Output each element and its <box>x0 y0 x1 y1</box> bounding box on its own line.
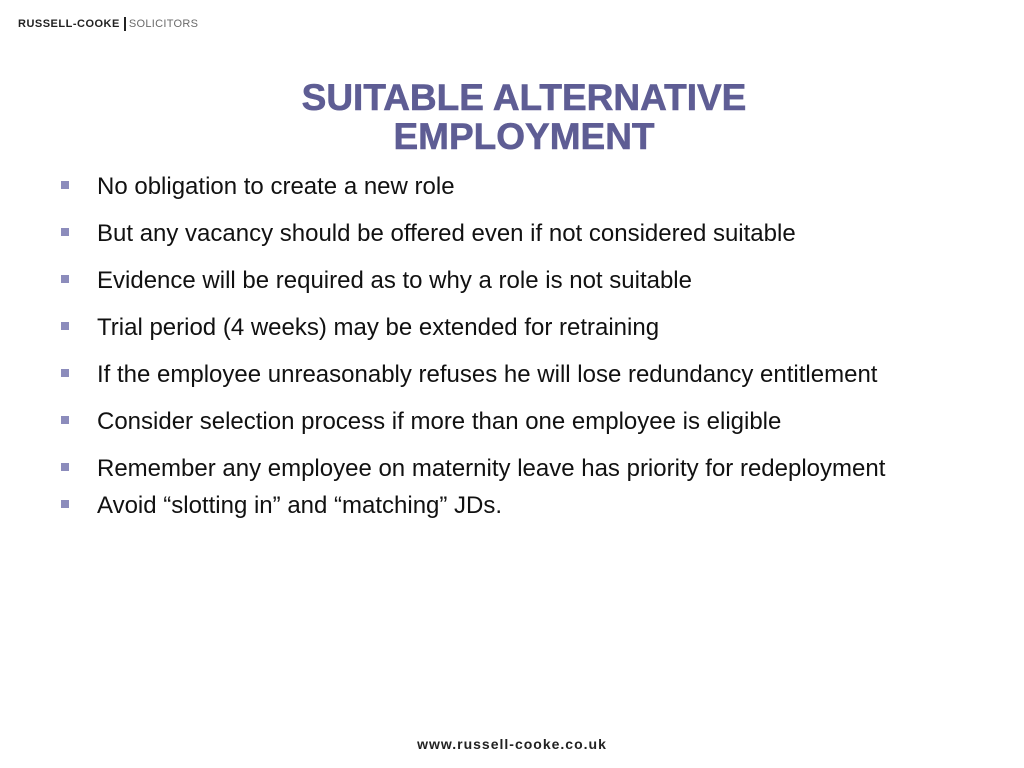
bullet-item <box>60 218 942 249</box>
bullet-item <box>60 490 942 521</box>
square-bullet-icon <box>61 275 69 283</box>
bullet-item <box>60 265 942 296</box>
square-bullet-icon <box>61 416 69 424</box>
square-bullet-icon <box>61 500 69 508</box>
square-bullet-icon <box>61 369 69 377</box>
bullet-text: If the employee unreasonably refuses he will lose redundancy entitlement <box>97 361 878 388</box>
bullet-text: Trial period (4 weeks) may be extended for retraining <box>97 314 660 341</box>
logo-subtitle: SOLICITORS <box>128 18 199 30</box>
bullet-text: Consider selection process if more than one employee is eligible <box>97 408 782 435</box>
square-bullet-icon <box>61 181 69 189</box>
square-bullet-icon <box>61 228 69 236</box>
bullet-item <box>60 171 942 202</box>
square-bullet-icon <box>61 322 69 330</box>
bullet-text: No obligation to create a new role <box>97 173 455 200</box>
bullet-item <box>60 406 942 437</box>
logo-divider <box>124 17 126 31</box>
slide-title <box>140 78 908 156</box>
bullet-text: Evidence will be required as to why a role is not suitable <box>97 267 692 294</box>
firm-logo <box>18 17 198 31</box>
bullet-item <box>60 359 942 390</box>
logo-firm-name: RUSSELL-COOKE <box>18 18 120 30</box>
bullet-list <box>60 171 942 537</box>
bullet-item <box>60 453 942 484</box>
bullet-text: Remember any employee on maternity leave has priority for redeployment <box>97 455 886 482</box>
slide-title-line-2: EMPLOYMENT <box>393 116 655 157</box>
bullet-text: Avoid “slotting in” and “matching” JDs. <box>97 492 503 519</box>
bullet-item <box>60 312 942 343</box>
slide-title-line-1: SUITABLE ALTERNATIVE <box>301 77 747 118</box>
square-bullet-icon <box>61 463 69 471</box>
footer-website-url: www.russell-cooke.co.uk <box>417 736 607 752</box>
bullet-text: But any vacancy should be offered even if not considered suitable <box>97 220 796 247</box>
